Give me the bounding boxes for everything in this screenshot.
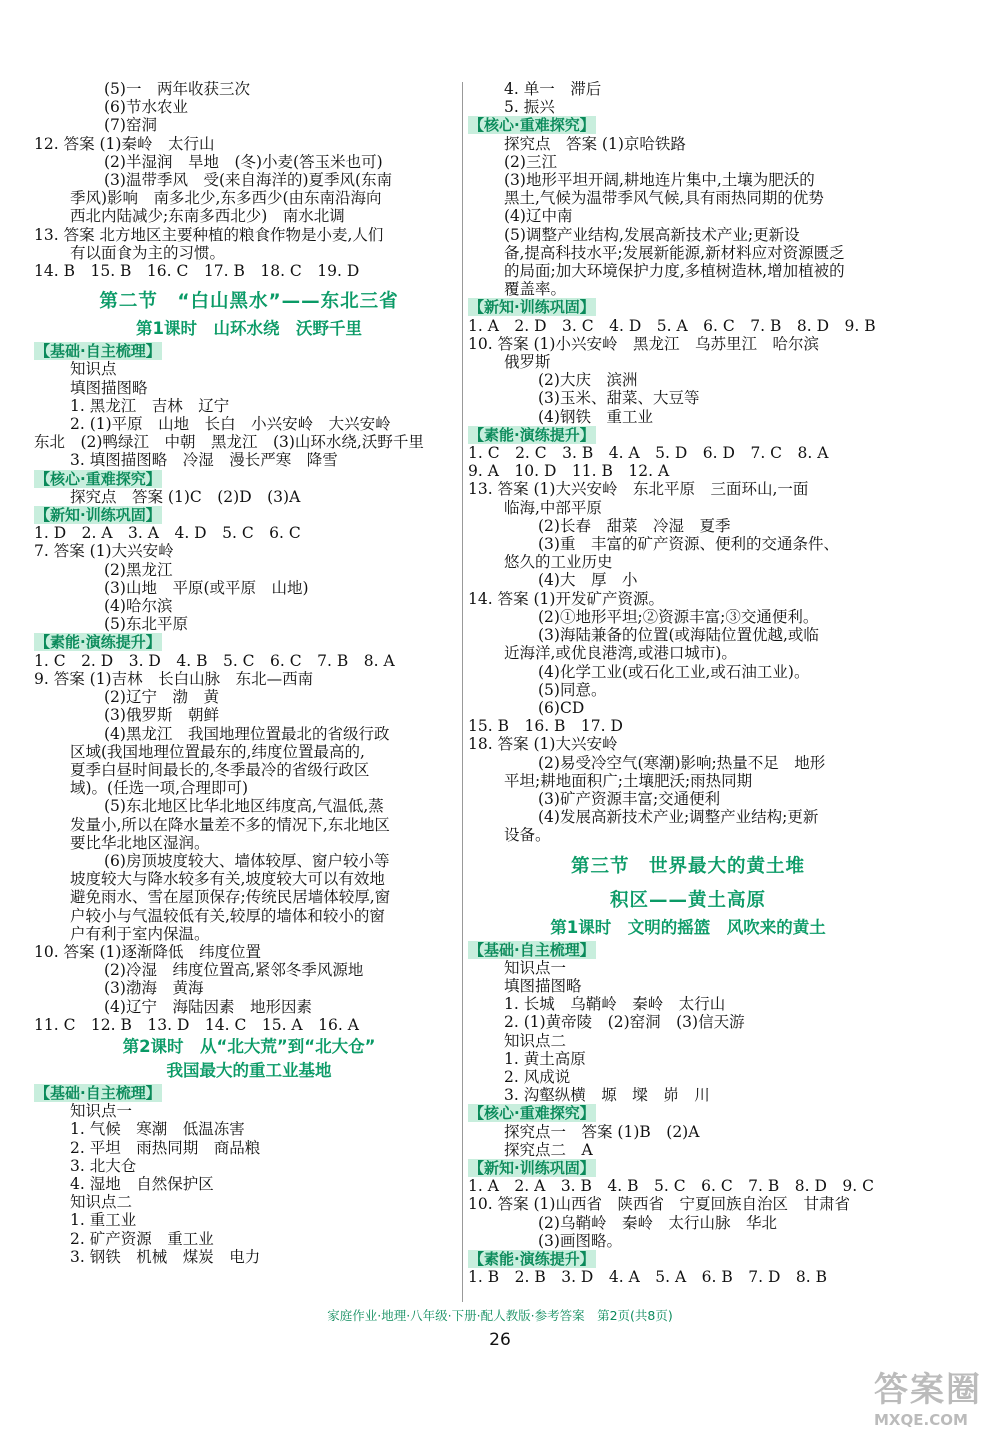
answer-line: 13. 答案 北方地区主要种植的粮食作物是小麦,人们 — [34, 225, 384, 244]
answer-line: 1. A 2. A 3. B 4. B 5. C 6. C 7. B 8. D 9. C — [468, 1177, 875, 1196]
answer-line: (2)①地形平坦;②资源丰富;③交通便利。 — [538, 607, 819, 626]
tag-line — [468, 941, 908, 959]
answer-line: 填图描图略 — [504, 976, 582, 995]
answer-line: 2. (1)黄帝陵 (2)窑洞 (3)信天游 — [504, 1013, 745, 1032]
answer-line: (6)节水农业 — [104, 98, 188, 117]
right-column — [468, 80, 908, 1286]
answer-line: (5)一 两年收获三次 — [104, 80, 250, 98]
answer-line: 1. 黄土高原 — [504, 1049, 586, 1068]
answer-line: 区域(我国地理位置最东的,纬度位置最高的, — [70, 742, 365, 761]
answer-line: 1. D 2. A 3. A 4. D 5. C 6. C — [34, 524, 301, 543]
answer-line: (2)黑龙江 — [104, 560, 173, 579]
answer-line: 知识点 — [70, 360, 117, 379]
section-tag: 【基础·自主梳理】 — [469, 940, 595, 959]
answer-line: 黑土,气候为温带季风气候,具有雨热同期的优势 — [504, 189, 824, 208]
answer-line: 西北内陆减少;东南多西北少) 南水北调 — [70, 207, 345, 226]
answer-line: 3. 钢铁 机械 煤炭 电力 — [70, 1247, 261, 1266]
lesson-title: 我国最大的重工业基地 — [166, 1060, 332, 1080]
answer-line: 探究点 答案 (1)京哈铁路 — [504, 134, 686, 153]
answer-line: (3)地形平坦开阔,耕地连片集中,土壤为肥沃的 — [504, 171, 815, 190]
answer-line: (3)画图略。 — [538, 1231, 622, 1250]
section-title: 积区——黄土高原 — [609, 889, 766, 911]
answer-line: 1. 黑龙江 吉林 辽宁 — [70, 396, 230, 415]
tag-line — [34, 470, 464, 488]
answer-line: 2. (1)平原 山地 长白 小兴安岭 大兴安岭 — [70, 415, 391, 434]
answer-line: 7. 答案 (1)大兴安岭 — [34, 542, 174, 561]
answer-line: 季风)影响 南多北少,东多西少(由东南沿海向 — [70, 189, 382, 208]
page-footer: 家庭作业·地理·八年级·下册·配人教版·参考答案 第2页(共8页) — [327, 1308, 673, 1323]
section-title: 第二节 “白山黑水”——东北三省 — [99, 291, 399, 313]
answer-line: 有以面食为主的习惯。 — [70, 243, 226, 262]
answer-line: 户有利于室内保温。 — [70, 924, 210, 943]
tag-line — [468, 1159, 908, 1177]
answer-line: 夏季白昼时间最长的,冬季最冷的省级行政区 — [70, 760, 370, 779]
answer-line: 平坦;耕地面积广;土壤肥沃;雨热同期 — [504, 771, 753, 790]
answer-line: 备,提高科技水平;发展新能源,新材料应对资源匮乏 — [504, 243, 845, 262]
answer-line: (2)冷湿 纬度位置高,紧邻冬季风源地 — [104, 961, 364, 980]
section-tag: 【新知·训练巩固】 — [469, 298, 595, 317]
tag-line — [468, 116, 908, 134]
answer-line: 14. 答案 (1)开发矿产资源。 — [468, 589, 664, 608]
answer-line: 10. 答案 (1)山西省 陕西省 宁夏回族自治区 甘肃省 — [468, 1195, 850, 1214]
answer-line: (6)房顶坡度较大、墙体较厚、窗户较小等 — [104, 851, 390, 870]
answer-line: 发量小,所以在降水量差不多的情况下,东北地区 — [70, 815, 390, 834]
answer-line: 1. 重工业 — [70, 1211, 137, 1230]
answer-line: (2)易受冷空气(寒潮)影响;热量不足 地形 — [538, 753, 826, 772]
answer-line: 知识点一 — [70, 1102, 133, 1121]
section-tag: 【核心·重难探究】 — [469, 1104, 595, 1123]
answer-line: (4)钢铁 重工业 — [538, 407, 653, 426]
answer-line: 10. 答案 (1)小兴安岭 黑龙江 乌苏里江 哈尔滨 — [468, 334, 819, 353]
answer-line: (2)三江 — [504, 152, 557, 171]
answer-line: 12. 答案 (1)秦岭 太行山 — [34, 134, 215, 153]
answer-line: 18. 答案 (1)大兴安岭 — [468, 735, 618, 754]
section-tag: 【新知·训练巩固】 — [469, 1158, 595, 1177]
answer-line: 近海洋,或优良港湾,或港口城市)。 — [504, 644, 737, 663]
answer-line: 1. 长城 乌鞘岭 秦岭 太行山 — [504, 995, 726, 1014]
answer-line: 3. 填图描图略 冷湿 漫长严寒 降雪 — [70, 451, 338, 470]
answer-line: (5)调整产业结构,发展高新技术产业;更新设 — [504, 225, 800, 244]
answer-line: (3)矿产资源丰富;交通便利 — [538, 789, 721, 808]
answer-line: 3. 沟壑纵横 塬 墚 峁 川 — [504, 1086, 710, 1105]
watermark-text: 答案圈 — [874, 1370, 982, 1410]
section-tag: 【基础·自主梳理】 — [35, 1083, 161, 1102]
answer-line: 1. C 2. D 3. D 4. B 5. C 6. C 7. B 8. A — [34, 651, 395, 670]
answer-line: (3)温带季风 受(来自海洋的)夏季风(东南 — [104, 171, 393, 190]
answer-line: (3)玉米、甜菜、大豆等 — [538, 389, 700, 408]
section-title: 第三节 世界最大的黄土堆 — [570, 855, 805, 877]
answer-line: (4)发展高新技术产业;调整产业结构;更新 — [538, 808, 819, 827]
answer-line: 俄罗斯 — [504, 353, 551, 372]
tag-line — [468, 298, 908, 316]
watermark-logo — [874, 1362, 986, 1429]
tag-line — [468, 1104, 908, 1122]
answer-line: 13. 答案 (1)大兴安岭 东北平原 三面环山,一面 — [468, 480, 809, 499]
answer-line: 5. 振兴 — [504, 98, 555, 117]
answer-line: 的局面;加大环境保护力度,多植树造林,增加植被的 — [504, 262, 845, 281]
answer-line: 2. 平坦 雨热同期 商品粮 — [70, 1138, 261, 1157]
lesson-title: 第2课时 从“北大荒”到“北大仓” — [122, 1036, 376, 1056]
answer-line: (4)化学工业(或石化工业,或石油工业)。 — [538, 662, 810, 681]
answer-line: (3)山地 平原(或平原 山地) — [104, 578, 309, 597]
answer-line: (2)乌鞘岭 秦岭 太行山脉 华北 — [538, 1213, 777, 1232]
watermark-url: MXQE.COM — [874, 1411, 968, 1429]
answer-line: (3)渤海 黄海 — [104, 979, 204, 998]
answer-line: 悠久的工业历史 — [504, 553, 613, 572]
answer-line: 9. 答案 (1)吉林 长白山脉 东北—西南 — [34, 669, 314, 688]
answer-line: 设备。 — [504, 826, 551, 845]
answer-line: 域)。(任选一项,合理即可) — [70, 779, 249, 798]
tag-line — [468, 1250, 908, 1268]
left-column — [34, 80, 464, 1266]
answer-line: (3)重 丰富的矿产资源、便利的交通条件、 — [538, 535, 839, 554]
answer-line: 1. C 2. C 3. B 4. A 5. D 6. D 7. C 8. A — [468, 444, 829, 463]
answer-line: (2)大庆 滨洲 — [538, 371, 638, 390]
answer-line: 14. B 15. B 16. C 17. B 18. C 19. D — [34, 262, 360, 281]
section-tag: 【核心·重难探究】 — [35, 469, 161, 488]
answer-line: 知识点二 — [504, 1031, 567, 1050]
answer-line: 知识点二 — [70, 1193, 133, 1212]
answer-line: (3)俄罗斯 朝鲜 — [104, 706, 219, 725]
answer-line: (5)东北地区比华北地区纬度高,气温低,蒸 — [104, 797, 384, 816]
tag-line — [34, 342, 464, 360]
answer-line: 15. B 16. B 17. D — [468, 717, 623, 736]
answer-line: 要比华北地区湿润。 — [70, 833, 210, 852]
answer-line: (3)海陆兼备的位置(或海陆位置优越,或临 — [538, 626, 819, 645]
answer-line: 1. A 2. D 3. C 4. D 5. A 6. C 7. B 8. D 9. B — [468, 316, 876, 335]
section-tag: 【素能·演练提升】 — [469, 425, 595, 444]
tag-line — [34, 506, 464, 524]
answer-line: (5)同意。 — [538, 680, 607, 699]
answer-line: 探究点二 A — [504, 1140, 593, 1159]
section-tag: 【基础·自主梳理】 — [35, 342, 161, 361]
answer-line: (4)大 厚 小 — [538, 571, 638, 590]
answer-line: (4)辽中南 — [504, 207, 573, 226]
answer-line: (6)CD — [538, 698, 585, 717]
answer-line: 户较小与气温较低有关,较厚的墙体和较小的窗 — [70, 906, 385, 925]
lesson-title: 第1课时 文明的摇篮 风吹来的黄土 — [550, 917, 826, 937]
answer-line: (2)半湿润 旱地 (冬)小麦(答玉米也可) — [104, 152, 383, 171]
section-tag: 【素能·演练提升】 — [35, 633, 161, 652]
answer-line: 10. 答案 (1)逐渐降低 纬度位置 — [34, 942, 261, 961]
answer-line: 探究点 答案 (1)C (2)D (3)A — [70, 487, 301, 506]
answer-line: 填图描图略 — [70, 378, 148, 397]
section-tag: 【新知·训练巩固】 — [35, 506, 161, 525]
answer-line: (4)黑龙江 我国地理位置最北的省级行政 — [104, 724, 390, 743]
answer-line: 11. C 12. B 13. D 14. C 15. A 16. A — [34, 1015, 359, 1034]
answer-line: 临海,中部平原 — [504, 498, 602, 517]
answer-line: 9. A 10. D 11. B 12. A — [468, 462, 670, 481]
answer-line: (4)哈尔滨 — [104, 597, 173, 616]
answer-line: 3. 北大仓 — [70, 1156, 137, 1175]
answer-line: (7)窑洞 — [104, 116, 157, 135]
answer-line: 4. 湿地 自然保护区 — [70, 1174, 214, 1193]
answer-line: 知识点一 — [504, 958, 567, 977]
answer-line: 1. B 2. B 3. D 4. A 5. A 6. B 7. D 8. B — [468, 1268, 828, 1287]
page-number: 26 — [489, 1330, 511, 1350]
answer-line: 探究点一 答案 (1)B (2)A — [504, 1122, 700, 1141]
answer-line: 4. 单一 滞后 — [504, 80, 602, 98]
answer-line: 1. 气候 寒潮 低温冻害 — [70, 1120, 245, 1139]
lesson-title: 第1课时 山环水绕 沃野千里 — [136, 319, 362, 339]
answer-line: 避免雨水、雪在屋顶保存;传统民居墙体较厚,窗 — [70, 888, 391, 907]
tag-line — [468, 426, 908, 444]
tag-line — [34, 633, 464, 651]
answer-line: 坡度较大与降水较多有关,坡度较大可以有效地 — [70, 870, 385, 889]
answer-line: 2. 矿产资源 重工业 — [70, 1229, 214, 1248]
answer-line: (4)辽宁 海陆因素 地形因素 — [104, 997, 312, 1016]
tag-line — [34, 1084, 464, 1102]
section-tag: 【素能·演练提升】 — [469, 1249, 595, 1268]
answer-line: 东北 (2)鸭绿江 中朝 黑龙江 (3)山环水绕,沃野千里 — [34, 433, 424, 452]
answer-line: 2. 风成说 — [504, 1067, 571, 1086]
section-tag: 【核心·重难探究】 — [469, 116, 595, 135]
answer-line: (2)长春 甜菜 冷湿 夏季 — [538, 516, 731, 535]
answer-line: (5)东北平原 — [104, 615, 188, 634]
answer-line: 覆盖率。 — [504, 280, 567, 299]
answer-line: (2)辽宁 渤 黄 — [104, 688, 219, 707]
